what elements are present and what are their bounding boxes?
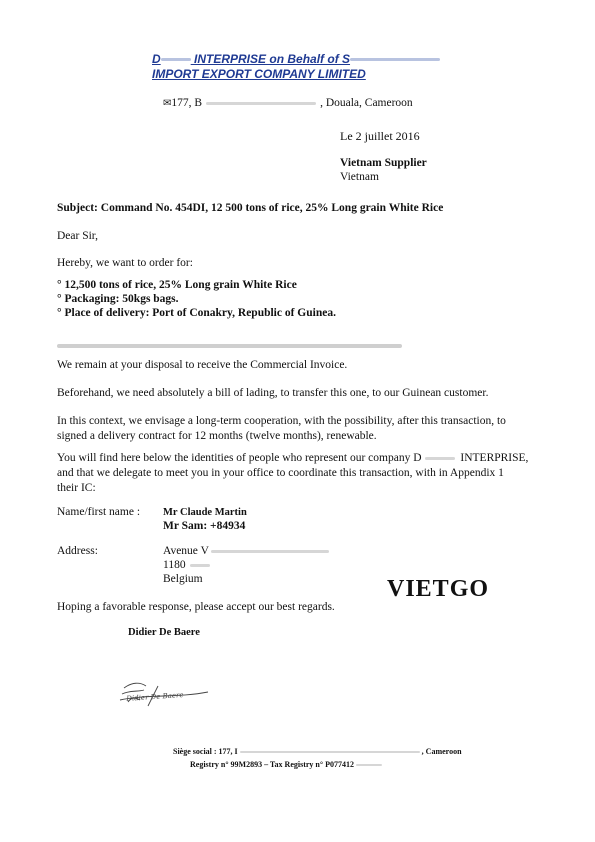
paragraph-identities-line-1 (57, 450, 557, 466)
footer-line-1 (173, 747, 462, 756)
recipient-name: Vietnam Supplier (340, 157, 427, 169)
contact-name-2: Mr Sam: +84934 (163, 520, 246, 532)
redacted-text (350, 58, 440, 61)
footer-siege: Siège social : 177, I (173, 747, 238, 756)
footer-city: , Cameroon (421, 747, 462, 756)
order-item-delivery: ° Place of delivery: Port of Conakry, Republic of Guinea. (57, 307, 336, 319)
contact-address-3: Belgium (163, 573, 203, 585)
letterhead-company-name: INTERPRISE on Behalf of S (194, 52, 351, 66)
letterhead-line-2: IMPORT EXPORT COMPANY LIMITED (152, 67, 366, 81)
order-item-packaging: ° Packaging: 50kgs bags. (57, 293, 179, 305)
signatory-name: Didier De Baere (128, 627, 200, 638)
redacted-text (206, 102, 316, 105)
paragraph-cooperation-line-1: In this context, we envisage a long-term cooperation, with the possibility, after this transaction, to (57, 415, 506, 427)
footer-line-2 (190, 760, 382, 769)
redacted-text (161, 58, 191, 61)
order-intro: Hereby, we want to order for: (57, 257, 193, 269)
redacted-text (425, 457, 455, 460)
footer-registry: Registry n° 99M2893 – Tax Registry n° P077412 (190, 760, 354, 769)
address-postcode: 1180 (163, 559, 186, 571)
letter-subject: Subject: Command No. 454DI, 12 500 tons of rice, 25% Long grain White Rice (57, 202, 444, 214)
closing-line: Hoping a favorable response, please accept our best regards. (57, 601, 335, 613)
letterhead-address (163, 97, 413, 109)
address-label: Address: (57, 545, 98, 557)
address-end: , Douala, Cameroon (320, 97, 413, 109)
paragraph-identities-line-2: and that we delegate to meet you in your office to coordinate this transaction, with in Appendix 1 (57, 467, 504, 479)
paragraph-bill-of-lading: Beforehand, we need absolutely a bill of lading, to transfer this one, to our Guinean customer. (57, 387, 489, 399)
paragraph-identities-line-3: their IC: (57, 482, 96, 494)
letterhead-line-1 (152, 52, 440, 66)
redacted-text (240, 751, 420, 753)
svg-text:Didier De Baere: Didier De Baere (126, 690, 184, 703)
envelope-icon: ✉ (163, 98, 172, 109)
redacted-text (57, 344, 402, 348)
address-street: Avenue V (163, 545, 209, 557)
redacted-text (211, 550, 329, 553)
contact-address-1 (163, 545, 329, 557)
recipient-country: Vietnam (340, 171, 379, 183)
signature-graphic (118, 672, 218, 712)
redacted-text (190, 564, 210, 567)
address-start: 177, B (171, 97, 203, 109)
contact-name-1: Mr Claude Martin (163, 507, 247, 518)
contact-address-2 (163, 559, 210, 571)
identities-text: You will find here below the identities of people who represent our company D (57, 452, 422, 464)
salutation: Dear Sir, (57, 230, 99, 242)
paragraph-cooperation-line-2: signed a delivery contract for 12 months (twelve months), renewable. (57, 430, 377, 442)
handwritten-signature (118, 672, 218, 712)
letterhead-company-initial: D (152, 52, 161, 66)
paragraph-invoice: We remain at your disposal to receive the Commercial Invoice. (57, 359, 348, 371)
letter-date: Le 2 juillet 2016 (340, 129, 420, 143)
redacted-line (57, 337, 402, 355)
order-item-quantity: ° 12,500 tons of rice, 25% Long grain White Rice (57, 279, 297, 291)
redacted-text (356, 764, 382, 766)
vietgo-watermark: VIETGO (387, 576, 490, 602)
name-label: Name/first name : (57, 506, 141, 518)
identities-company: INTERPRISE, (460, 452, 529, 464)
